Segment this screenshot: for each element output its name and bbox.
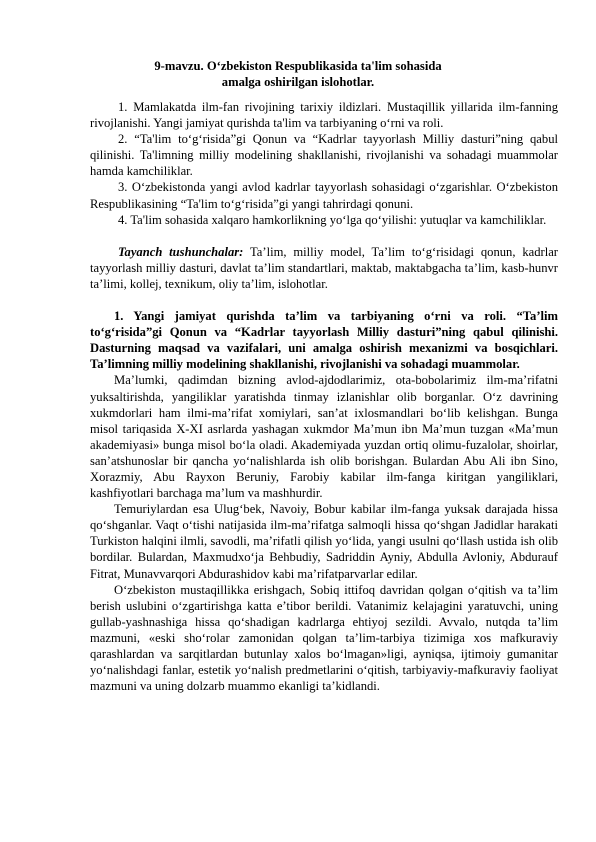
title-line-2: amalga oshirilgan islohotlar. — [221, 75, 375, 89]
keywords-label: Tayanch tushunchalar: — [118, 244, 244, 259]
keywords-text: Ta’lim, milliy model, Ta’lim to‘g‘risidagi qonun, kadrlar tayyorlash milliy dasturi, davlat ta’lim standartlari, maktab, maktabgacha ta’lim, kasb-hunvr ta’limi, kollej, texnikum, oliy ta’lim, islohotlar. — [90, 244, 558, 291]
body-paragraph: O‘zbekiston mustaqillikka erishgach, Sobiq ittifoq davridan qolgan o‘qitish va ta’lim berish uslubini o‘zgartirishga katta e’tibor berildi. Vatanimiz kelajagini yaratuvchi, uning gullab-yashnashiga hissa qo‘shadigan kadrlarga ehtiyoj sezildi. Avvalo, nutqda ta’lim mazmuni, «eski sho‘rolar zamonidan qolgan ta’lim-tarbiya tizimiga xos mafkuraviy qarashlardan va sarqitlardan butunlay xalos bo‘lmagan»ligi, ayniqsa, ijtimoiy gumanitar yo‘nalishdagi fanlar, estetik yo‘nalish predmetlarini o‘qitish, tarbiyaviy-mafkuraviy faoliyat mazmuni va uning dolzarb muammo ekanligi ta’kidlandi. — [90, 582, 558, 694]
document-body — [90, 99, 558, 694]
title-line-1: 9-mavzu. O‘zbekiston Respublikasida ta'lim sohasida — [154, 59, 442, 73]
body-paragraph: Temuriylardan esa Ulug‘bek, Navoiy, Bobur kabilar ilm-fanga yuksak darajada hissa qo‘shganlar. Vaqt o‘tishi natijasida ilm-ma’rifatga salmoqli hissa qo‘shgan Jadidlar harakati Turkiston halqini ilmli, savodli, ma’rifatli qilish yo‘lida, yangi usulni qo‘llash ustida ish olib bordilar. Bulardan, Maxmudxo‘ja Behbudiy, Sadriddin Ayniy, Abdulla Avloniy, Abdurauf Fitrat, Munavvarqori Abdurashidov kabi ma’rifatparvarlar edilar. — [90, 502, 558, 581]
plan-item: 3. O‘zbekistonda yangi avlod kadrlar tayyorlash sohasidagi o‘zgarishlar. O‘zbekiston Respublikasining “Ta'lim to‘g‘risida”gi yangi tahrirdagi qonuni. — [90, 180, 558, 211]
section-heading: 1. Yangi jamiyat qurishda ta’lim va tarbiyaning o‘rni va roli. “Ta’lim to‘g‘risida”gi Qonun va “Kadrlar tayyorlash Milliy dasturi”ning qabul qilinishi. Dasturning maqsad va vazifalari, uni amalga oshirish mexanizmi va bosqichlari. Ta’limning milliy modelining shakllanishi, rivojlanishi va sohadagi muammolar. — [90, 309, 558, 372]
plan-item: 4. Ta'lim sohasida xalqaro hamkorlikning yo‘lga qo‘yilishi: yutuqlar va kamchiliklar. — [118, 212, 547, 227]
document-title — [80, 58, 516, 90]
plan-item: 1. Mamlakatda ilm-fan rivojining tarixiy ildizlari. Mustaqillik yillarida ilm-fanning rivojlanishi. Yangi jamiyat qurishda ta'lim va tarbiyaning o‘rni va roli. — [90, 100, 558, 131]
keywords-paragraph — [90, 244, 558, 292]
body-paragraph: Ma’lumki, qadimdan bizning avlod-ajdodlarimiz, ota-bobolarimiz ilm-ma’rifatni yuksaltirishda, yangiliklar yaratishda tinmay izlanishlar olib borganlar. O‘z davrining xukmdorlari ham ilmi-ma’rifat xomiylari, san’at ixlosmandlari bo‘lib kelishgan. Bunga misol tariqasida X-XI asrlarda yashagan xukmdor Ma’mun ibn Ma’mun tuzgan «Ma’mun akademiyasi» bunga misol bo‘la oladi. Akademiyada yuzdan ortiq olimu-fuzalolar, shoirlar, san’atshunoslar bir qancha yo‘nalishlarda ish olib borishgan. Bulardan Abu Ali ibn Sino, Xorazmiy, Abu Rayxon Beruniy, Farobiy kabilar ilm-fanga kiritgan yangiliklari, kashfiyotlari barchaga ma’lum va mashhurdir. — [90, 373, 558, 501]
plan-item: 2. “Ta'lim to‘g‘risida”gi Qonun va “Kadrlar tayyorlash Milliy dasturi”ning qabul qilinishi. Ta'limning milliy modelining shakllanishi, rivojlanishi va sohadagi muammolar hamda kamchiliklar. — [90, 132, 558, 179]
